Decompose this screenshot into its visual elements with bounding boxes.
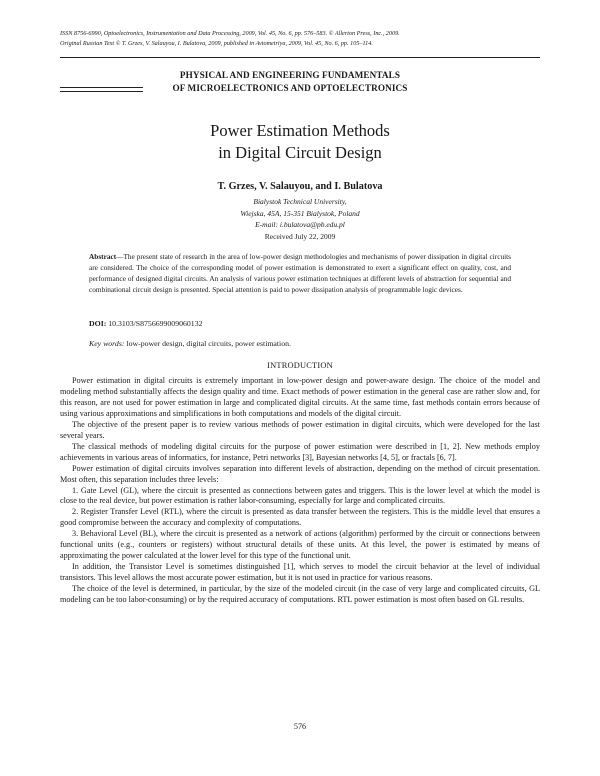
body-paragraph: The objective of the present paper is to review various methods of power estimation in digital circuits, which were developed for the last several years.	[60, 419, 540, 440]
journal-header-line-1: ISSN 8756-6990, Optoelectronics, Instrumentation and Data Processing, 2009, Vol. 45, No. 6, pp. 576–583. © Allerton Press, Inc., 2009.	[60, 30, 400, 37]
email: E-mail: i.bulatova@pb.edu.pl	[255, 220, 345, 229]
keywords-value: low-power design, digital circuits, power estimation.	[126, 339, 291, 348]
address: Wiejska, 45A, 15-351 Bialystok, Poland	[240, 208, 360, 218]
section-heading-line-1: PHYSICAL AND ENGINEERING FUNDAMENTALS	[179, 70, 401, 80]
introduction-heading: INTRODUCTION	[267, 361, 333, 370]
body-paragraph: The choice of the level is determined, in particular, by the size of the modeled circuit (in the case of very large and complicated circuits, GL modeling can be too labor-consuming) or by the required accuracy of computations. RTL power estimation is most often based on GL results.	[60, 584, 540, 605]
authors: T. Grzes, V. Salauyou, and I. Bulatova	[217, 181, 383, 192]
body-paragraph: The classical methods of modeling digital circuits for the purpose of power estimation were described in [1, 2]. New methods employ achievements in various areas of informatics, for instance, Petri networks [3], Bayesian networks [4, 5], or fractals [6, 7].	[60, 441, 540, 462]
body-paragraph: Power estimation of digital circuits involves separation into different levels of abstraction, depending on the method of circuit presentation. Most often, this separation includes three levels:	[60, 463, 540, 484]
body-paragraph: 2. Register Transfer Level (RTL), where the circuit is presented as data transfer between the registers. This is the middle level that ensures a good compromise between the accuracy and complexity of computations.	[60, 507, 540, 528]
doi	[89, 319, 203, 328]
abstract	[89, 251, 511, 295]
body-paragraph: Power estimation in digital circuits is extremely important in low-power design and power-aware design. The choice of the model and modeling method substantially affects the design quality and time. Exact methods of power estimation in the general case are rather slow and, for this reason, are not used for power estimation in large and complicated digital circuits. At the same time, fast methods contain errors because of using various approximations and simplifications in both computations and models of the digital circuit.	[60, 376, 540, 418]
section-rule-bottom	[60, 91, 143, 92]
section-heading-line-2: OF MICROELECTRONICS AND OPTOELECTRONICS	[172, 82, 408, 93]
keywords	[89, 339, 291, 348]
body-paragraph: 3. Behavioral Level (BL), where the circuit is presented as a network of actions (algorithm) performed by the circuit or connections between functional units (e.g., counters or registers) without structural details of these units. At this level, the power is estimated by means of approximating the power calculated at the lower level for this type of the functional unit.	[60, 529, 540, 561]
section-heading	[140, 69, 440, 94]
header-rule	[60, 57, 540, 58]
doi-value: 10.3103/S8756699009060132	[108, 319, 203, 328]
abstract-text: —The present state of research in the area of low-power design methodologies and mechanisms of power dissipation in digital circuits are considered. The choice of the corresponding model of power estimation is demonstrated to exert a significant effect on quality, cost, and performance of designed digital circuits. An analysis of various power estimation techniques at different levels of abstraction for sequential and combinational circuit design is presented. Special attention is paid to power dissipation analysis of programmable logic devices.	[89, 252, 511, 295]
section-rule-top	[60, 87, 143, 88]
abstract-paragraph	[89, 251, 511, 295]
affiliation	[60, 196, 540, 242]
received-date: Received July 22, 2009	[264, 231, 336, 241]
page-number: 576	[293, 722, 307, 731]
paper-title-line-2: in Digital Circuit Design	[218, 143, 382, 162]
paper-title-line-1: Power Estimation Methods	[210, 121, 390, 140]
doi-label: DOI:	[89, 319, 107, 328]
paper-title	[80, 120, 520, 164]
body-text	[60, 376, 540, 606]
journal-header	[60, 29, 540, 49]
body-paragraph: 1. Gate Level (GL), where the circuit is presented as connections between gates and triggers. This is the lower level at which the model is close to the real device, but power estimation is rather labor-consuming, especially for large and complicated circuits.	[60, 485, 540, 506]
body-paragraph: In addition, the Transistor Level is sometimes distinguished [1], which serves to model the circuit behavior at the level of individual transistors. This level allows the most accurate power estimation, but it is not used in practice for various reasons.	[60, 562, 540, 583]
abstract-label: Abstract	[89, 252, 117, 261]
institution: Bialystok Technical University,	[253, 197, 347, 206]
keywords-label: Key words:	[89, 339, 125, 348]
journal-header-line-2: Original Russian Text © T. Grzes, V. Salauyou, I. Bulatova, 2009, published in Avtometriya, 2009, Vol. 45, No. 6, pp. 105–114.	[60, 40, 373, 47]
